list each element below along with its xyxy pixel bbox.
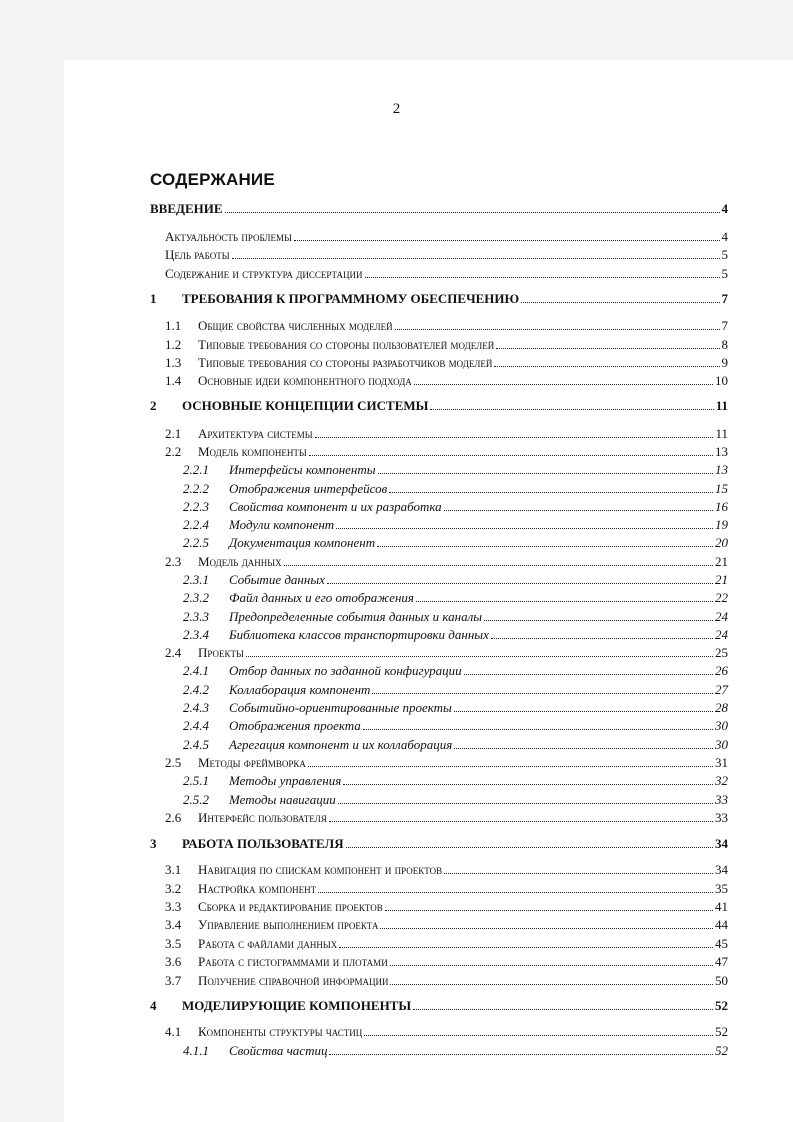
- toc-entry-title: Интерфейсы компоненты: [229, 462, 376, 477]
- toc-entry-number: 3.4: [165, 917, 182, 932]
- toc-entry-page: 8: [721, 337, 728, 352]
- toc-dot-leader: [521, 292, 719, 303]
- toc-entry-page: 16: [715, 499, 728, 514]
- toc-entry[interactable]: [183, 535, 728, 553]
- toc-entry[interactable]: [165, 444, 728, 462]
- toc-entry-number: 2.4.1: [183, 663, 209, 678]
- toc-entry-number: 2.4.3: [183, 700, 209, 715]
- toc-entry-title: Работа с гистограммами и плотами: [198, 954, 388, 969]
- toc-entry[interactable]: [183, 737, 728, 755]
- toc-entry-number: 2.3.2: [183, 590, 209, 605]
- toc-entry-number: 2.4.2: [183, 682, 209, 697]
- toc-dot-leader: [454, 701, 713, 712]
- toc-dot-leader: [454, 738, 713, 749]
- toc-entry-title: Общие свойства численных моделей: [198, 318, 393, 333]
- toc-entry-page: 45: [715, 936, 728, 951]
- toc-entry-number: 4.1.1: [183, 1043, 209, 1058]
- toc-entry-title: Агрегация компонент и их коллаборация: [229, 737, 453, 752]
- toc-dot-leader: [346, 837, 713, 848]
- toc-entry[interactable]: [165, 355, 728, 373]
- toc-entry[interactable]: [183, 572, 728, 590]
- toc-dot-leader: [327, 573, 713, 584]
- toc-entry-title: Типовые требования со стороны разработчиков моделей: [198, 355, 493, 370]
- toc-entry-title: Цель работы: [165, 247, 230, 262]
- toc-entry-page: 24: [715, 609, 728, 624]
- toc-dot-leader: [416, 591, 713, 602]
- toc-entry-number: 1.2: [165, 337, 182, 352]
- toc-entry-title: Получение справочной информации: [198, 973, 389, 988]
- toc-entry-page: 32: [715, 773, 728, 788]
- toc-entry-page: 35: [715, 881, 728, 896]
- toc-entry-page: 20: [715, 535, 728, 550]
- toc-entry-title: Отображения проекта: [229, 718, 361, 733]
- page-number: 2: [392, 101, 401, 117]
- toc-entry[interactable]: [165, 973, 728, 991]
- toc-entry-title: Отображения интерфейсов: [229, 481, 388, 496]
- toc-entry-number: 3.5: [165, 936, 182, 951]
- toc-entry-page: 21: [715, 572, 728, 587]
- toc-entry[interactable]: [165, 337, 728, 355]
- toc-dot-leader: [329, 811, 713, 822]
- toc-entry-title: Настройка компонент: [198, 881, 317, 896]
- toc-dot-leader: [444, 863, 713, 874]
- toc-entry-number: 1: [150, 291, 157, 306]
- toc-entry-page: 7: [721, 318, 728, 333]
- toc-entry-number: 1.4: [165, 373, 182, 388]
- toc-entry-number: 1.1: [165, 318, 182, 333]
- toc-dot-leader: [444, 500, 713, 511]
- toc-entry-title: ВВЕДЕНИЕ: [150, 201, 223, 216]
- toc-entry-title: Модель данных: [198, 554, 282, 569]
- toc-dot-leader: [315, 427, 714, 438]
- toc-entry-title: Библиотека классов транспортировки данных: [229, 627, 489, 642]
- toc-entry-number: 3.3: [165, 899, 182, 914]
- toc-entry-title: Документация компонент: [229, 535, 376, 550]
- toc-entry-page: 9: [721, 355, 728, 370]
- toc-entry-number: 2.2: [165, 444, 182, 459]
- toc-entry-title: МОДЕЛИРУЮЩИЕ КОМПОНЕНТЫ: [182, 998, 412, 1013]
- toc-entry-page: 25: [715, 645, 728, 660]
- toc-entry-number: 2.3.3: [183, 609, 209, 624]
- toc-entry-page: 33: [715, 792, 728, 807]
- toc-entry-page: 5: [721, 266, 728, 281]
- toc-entry-title: Предопределенные события данных и каналы: [229, 609, 483, 624]
- toc-entry[interactable]: [183, 609, 728, 627]
- toc-dot-leader: [464, 664, 713, 675]
- toc-entry-page: 44: [715, 917, 728, 932]
- toc-dot-leader: [430, 399, 713, 410]
- toc-entry[interactable]: [165, 917, 728, 935]
- toc-entry[interactable]: [165, 810, 728, 828]
- toc-dot-leader: [318, 882, 713, 893]
- toc-entry-number: 2: [150, 398, 157, 413]
- toc-dot-leader: [246, 646, 713, 657]
- toc-dot-leader: [309, 445, 713, 456]
- toc-entry-title: Файл данных и его отображения: [229, 590, 414, 605]
- toc-entry[interactable]: [165, 426, 728, 444]
- toc-entry[interactable]: [165, 373, 728, 391]
- toc-entry[interactable]: [165, 247, 728, 265]
- toc-entry-page: 52: [715, 998, 728, 1013]
- toc-dot-leader: [389, 482, 713, 493]
- toc-entry-number: 3: [150, 836, 157, 851]
- toc-dot-leader: [232, 248, 720, 259]
- toc-entry-page: 15: [715, 481, 728, 496]
- toc-entry[interactable]: [165, 936, 728, 954]
- toc-dot-leader: [484, 610, 713, 621]
- toc-dot-leader: [294, 230, 720, 241]
- toc-entry-title: Отбор данных по заданной конфигурации: [229, 663, 462, 678]
- toc-entry-page: 47: [715, 954, 728, 969]
- toc-entry[interactable]: [165, 881, 728, 899]
- toc-entry-page: 34: [715, 862, 728, 877]
- toc-entry-title: Сборка и редактирование проектов: [198, 899, 383, 914]
- toc-entry[interactable]: [183, 499, 728, 517]
- toc-entry-title: Методы управления: [229, 773, 342, 788]
- toc-entry[interactable]: [183, 682, 728, 700]
- toc-entry-title: РАБОТА ПОЛЬЗОВАТЕЛЯ: [182, 836, 344, 851]
- toc-entry[interactable]: [150, 291, 728, 309]
- toc-dot-leader: [378, 463, 713, 474]
- toc-entry-page: 30: [715, 718, 728, 733]
- toc-entry-page: 34: [715, 836, 728, 851]
- toc-entry-number: 3.2: [165, 881, 182, 896]
- toc-entry[interactable]: [183, 590, 728, 608]
- toc-entry[interactable]: [183, 700, 728, 718]
- toc-dot-leader: [338, 793, 713, 804]
- toc-entry-number: 3.7: [165, 973, 182, 988]
- toc-entry-number: 2.2.5: [183, 535, 209, 550]
- toc-dot-leader: [390, 955, 713, 966]
- toc-entry[interactable]: [183, 481, 728, 499]
- toc-entry-page: 26: [715, 663, 728, 678]
- toc-entry-title: Модель компоненты: [198, 444, 307, 459]
- toc-entry-number: 2.2.3: [183, 499, 209, 514]
- toc-entry-title: Навигация по спискам компонент и проектов: [198, 862, 443, 877]
- toc-entry-page: 24: [715, 627, 728, 642]
- toc-entry[interactable]: [183, 773, 728, 791]
- toc-entry-number: 3.1: [165, 862, 182, 877]
- toc-entry-title: Интерфейс пользователя: [198, 810, 327, 825]
- toc-entry-page: 52: [715, 1024, 728, 1039]
- toc-dot-leader: [491, 628, 713, 639]
- toc-entry[interactable]: [183, 517, 728, 535]
- toc-entry-page: 4: [721, 229, 728, 244]
- toc-dot-leader: [377, 536, 713, 547]
- toc-entry-number: 2.3.1: [183, 572, 209, 587]
- toc-entry-page: 11: [715, 426, 728, 441]
- toc-entry-page: 28: [715, 700, 728, 715]
- toc-entry-page: 4: [721, 201, 728, 216]
- toc-entry-title: Актуальность проблемы: [165, 229, 292, 244]
- toc-entry-title: Событийно-ориентированные проекты: [229, 700, 452, 715]
- toc-entry-page: 5: [721, 247, 728, 262]
- toc-entry[interactable]: [183, 792, 728, 810]
- toc-entry-page: 22: [715, 590, 728, 605]
- toc-entry-page: 31: [715, 755, 728, 770]
- toc-entry-title: Методы фреймворка: [198, 755, 306, 770]
- toc-entry[interactable]: [183, 663, 728, 681]
- toc-entry-number: 2.2.4: [183, 517, 209, 532]
- toc-entry-title: Методы навигации: [229, 792, 336, 807]
- toc-entry-number: 2.5: [165, 755, 182, 770]
- toc-entry-number: 2.2.2: [183, 481, 209, 496]
- toc-entry-page: 33: [715, 810, 728, 825]
- toc-entry-title: Событие данных: [229, 572, 325, 587]
- toc-entry-page: 41: [715, 899, 728, 914]
- toc-dot-leader: [385, 900, 713, 911]
- toc-entry-page: 11: [715, 398, 728, 413]
- toc-dot-leader: [284, 555, 713, 566]
- toc-entry[interactable]: [183, 1043, 728, 1061]
- toc-entry[interactable]: [165, 862, 728, 880]
- toc-entry-number: 2.3.4: [183, 627, 209, 642]
- toc-dot-leader: [365, 267, 720, 278]
- toc-entry[interactable]: [165, 554, 728, 572]
- toc-dot-leader: [225, 202, 720, 213]
- toc-entry-page: 50: [715, 973, 728, 988]
- toc-dot-leader: [414, 374, 713, 385]
- toc-dot-leader: [339, 937, 713, 948]
- toc-entry-number: 4.1: [165, 1024, 182, 1039]
- toc-entry-title: Содержание и структура диссертации: [165, 266, 363, 281]
- toc-dot-leader: [390, 974, 713, 985]
- toc-entry-title: Проекты: [198, 645, 244, 660]
- toc-entry[interactable]: [165, 318, 728, 336]
- toc-entry-number: 2.1: [165, 426, 182, 441]
- toc-dot-leader: [413, 999, 713, 1010]
- toc-dot-leader: [308, 756, 713, 767]
- toc-entry-title: Свойства компонент и их разработка: [229, 499, 442, 514]
- toc-entry-title: ТРЕБОВАНИЯ К ПРОГРАММНОМУ ОБЕСПЕЧЕНИЮ: [182, 291, 520, 306]
- toc-entry-page: 10: [715, 373, 728, 388]
- toc-entry[interactable]: [150, 398, 728, 416]
- toc-entry-title: Основные идеи компонентного подхода: [198, 373, 412, 388]
- toc-dot-leader: [363, 719, 713, 730]
- toc-entry[interactable]: [165, 899, 728, 917]
- toc-entry-number: 2.4.4: [183, 718, 209, 733]
- toc-entry-title: Свойства частиц: [229, 1043, 328, 1058]
- toc-entry-page: 19: [715, 517, 728, 532]
- toc-entry[interactable]: [165, 645, 728, 663]
- toc-entry-title: Архитектура системы: [198, 426, 313, 441]
- toc-entry-title: Компоненты структуры частиц: [198, 1024, 363, 1039]
- toc-entry-number: 2.5.1: [183, 773, 209, 788]
- toc-entry-number: 2.4: [165, 645, 182, 660]
- toc-entry[interactable]: [165, 954, 728, 972]
- toc-entry-title: ОСНОВНЫЕ КОНЦЕПЦИИ СИСТЕМЫ: [182, 398, 429, 413]
- toc-entry-page: 13: [715, 462, 728, 477]
- toc-entry-title: Модули компонент: [229, 517, 335, 532]
- toc-entry-number: 2.3: [165, 554, 182, 569]
- toc-entry[interactable]: [183, 462, 728, 480]
- toc-dot-leader: [395, 319, 720, 330]
- toc-entry-page: 30: [715, 737, 728, 752]
- toc-dot-leader: [372, 683, 713, 694]
- toc-entry-number: 2.2.1: [183, 462, 209, 477]
- toc-entry-page: 21: [715, 554, 728, 569]
- toc-dot-leader: [496, 338, 719, 349]
- toc-entry-title: Коллаборация компонент: [229, 682, 371, 697]
- toc-entry[interactable]: [165, 229, 728, 247]
- toc-entry[interactable]: [150, 201, 728, 219]
- toc-entry[interactable]: [150, 998, 728, 1016]
- toc-entry-title: Управление выполнением проекта: [198, 917, 379, 932]
- toc-entry-number: 1.3: [165, 355, 182, 370]
- toc-entry-number: 3.6: [165, 954, 182, 969]
- toc-entry-page: 52: [715, 1043, 728, 1058]
- toc-entry-page: 7: [721, 291, 728, 306]
- toc-entry[interactable]: [183, 718, 728, 736]
- toc-entry[interactable]: [165, 755, 728, 773]
- toc-entry[interactable]: [150, 836, 728, 854]
- toc-entry-page: 27: [715, 682, 728, 697]
- toc-entry[interactable]: [165, 266, 728, 284]
- toc-entry-number: 2.4.5: [183, 737, 209, 752]
- toc-entry-page: 13: [715, 444, 728, 459]
- toc-entry-number: 2.5.2: [183, 792, 209, 807]
- toc-entry[interactable]: [165, 1024, 728, 1042]
- toc-dot-leader: [336, 518, 713, 529]
- toc-entry-title: Работа с файлами данных: [198, 936, 338, 951]
- toc-dot-leader: [364, 1025, 713, 1036]
- toc-entry-title: Типовые требования со стороны пользователей моделей: [198, 337, 495, 352]
- toc-entry-number: 2.6: [165, 810, 182, 825]
- toc-entry-number: 4: [150, 998, 157, 1013]
- toc-dot-leader: [343, 774, 713, 785]
- toc-heading: СОДЕРЖАНИЕ: [150, 170, 275, 189]
- toc-dot-leader: [494, 356, 719, 367]
- toc-dot-leader: [329, 1044, 713, 1055]
- toc-dot-leader: [380, 918, 713, 929]
- toc-entry[interactable]: [183, 627, 728, 645]
